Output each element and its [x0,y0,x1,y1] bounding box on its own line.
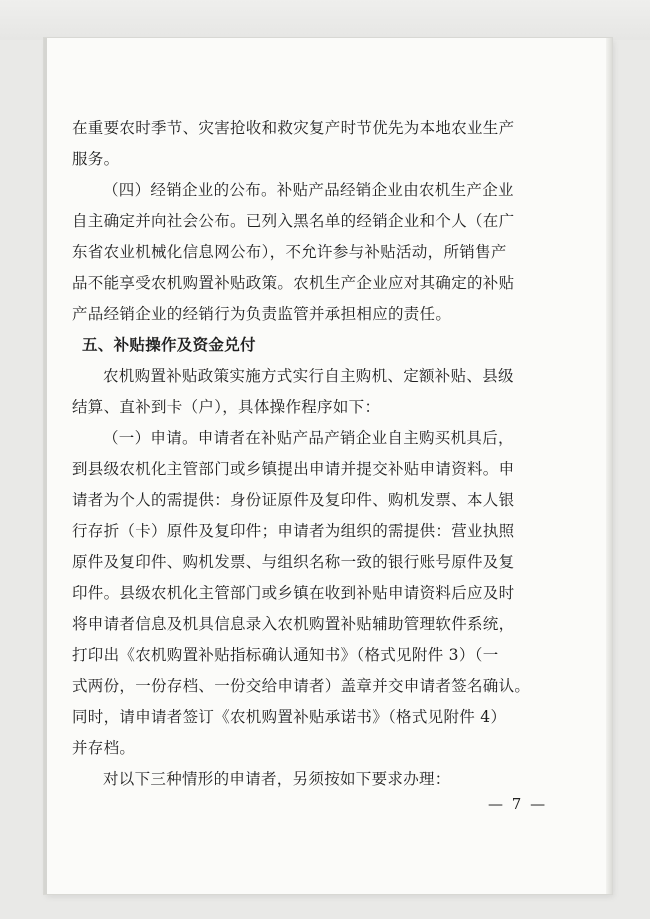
procedure-line-1: 农机购置补贴政策实施方式实行自主购机、定额补贴、县级 [103,367,514,385]
section-4-line-1: （四）经销企业的公布。补贴产品经销企业由农机生产企业 [103,181,514,199]
procedure-line-2: 结算、直补到卡（户），具体操作程序如下： [72,398,381,416]
application-line-4: 行存折（卡）原件及复印件；申请者为组织的需提供：营业执照 [72,522,515,540]
application-line-6: 印件。县级农机化主管部门或乡镇在收到补贴申请资料后应及时 [72,584,515,602]
application-line-1: （一）申请。申请者在补贴产品产销企业自主购买机具后， [103,429,514,447]
scan-background [0,0,650,40]
page-edge-left [44,38,47,894]
page-number: — 7 — [488,795,548,813]
page-edge-right [606,38,612,894]
section-heading-5: 五、补贴操作及资金兑付 [82,336,256,354]
cases-intro-line: 对以下三种情形的申请者，另须按如下要求办理： [103,770,451,788]
section-4-line-3: 东省农业机械化信息网公布），不允许参与补贴活动，所销售产 [72,243,507,261]
section-4-line-5: 产品经销企业的经销行为负责监管并承担相应的责任。 [72,305,452,323]
application-line-3: 请者为个人的需提供：身份证原件及复印件、购机发票、本人银 [72,491,515,509]
section-4-line-2: 自主确定并向社会公布。已列入黑名单的经销企业和个人（在广 [72,212,515,230]
application-line-8: 打印出《农机购置补贴指标确认通知书》（格式见附件 3）（一 [72,646,499,664]
application-line-11: 并存档。 [72,739,136,757]
application-line-7: 将申请者信息及机具信息录入农机购置补贴辅助管理软件系统， [72,615,515,633]
body-line-2: 服务。 [72,150,120,168]
section-4-line-4: 品不能享受农机购置补贴政策。农机生产企业应对其确定的补贴 [72,274,515,292]
body-line-1: 在重要农时季节、灾害抢收和救灾复产时节优先为本地农业生产 [72,119,515,137]
application-line-10: 同时，请申请者签订《农机购置补贴承诺书》（格式见附件 4） [72,708,507,726]
application-line-9: 式两份，一份存档、一份交给申请者）盖章并交申请者签名确认。 [72,677,531,695]
application-line-5: 原件及复印件、购机发票、与组织名称一致的银行账号原件及复 [72,553,515,571]
application-line-2: 到县级农机化主管部门或乡镇提出申请并提交补贴申请资料。申 [72,460,515,478]
